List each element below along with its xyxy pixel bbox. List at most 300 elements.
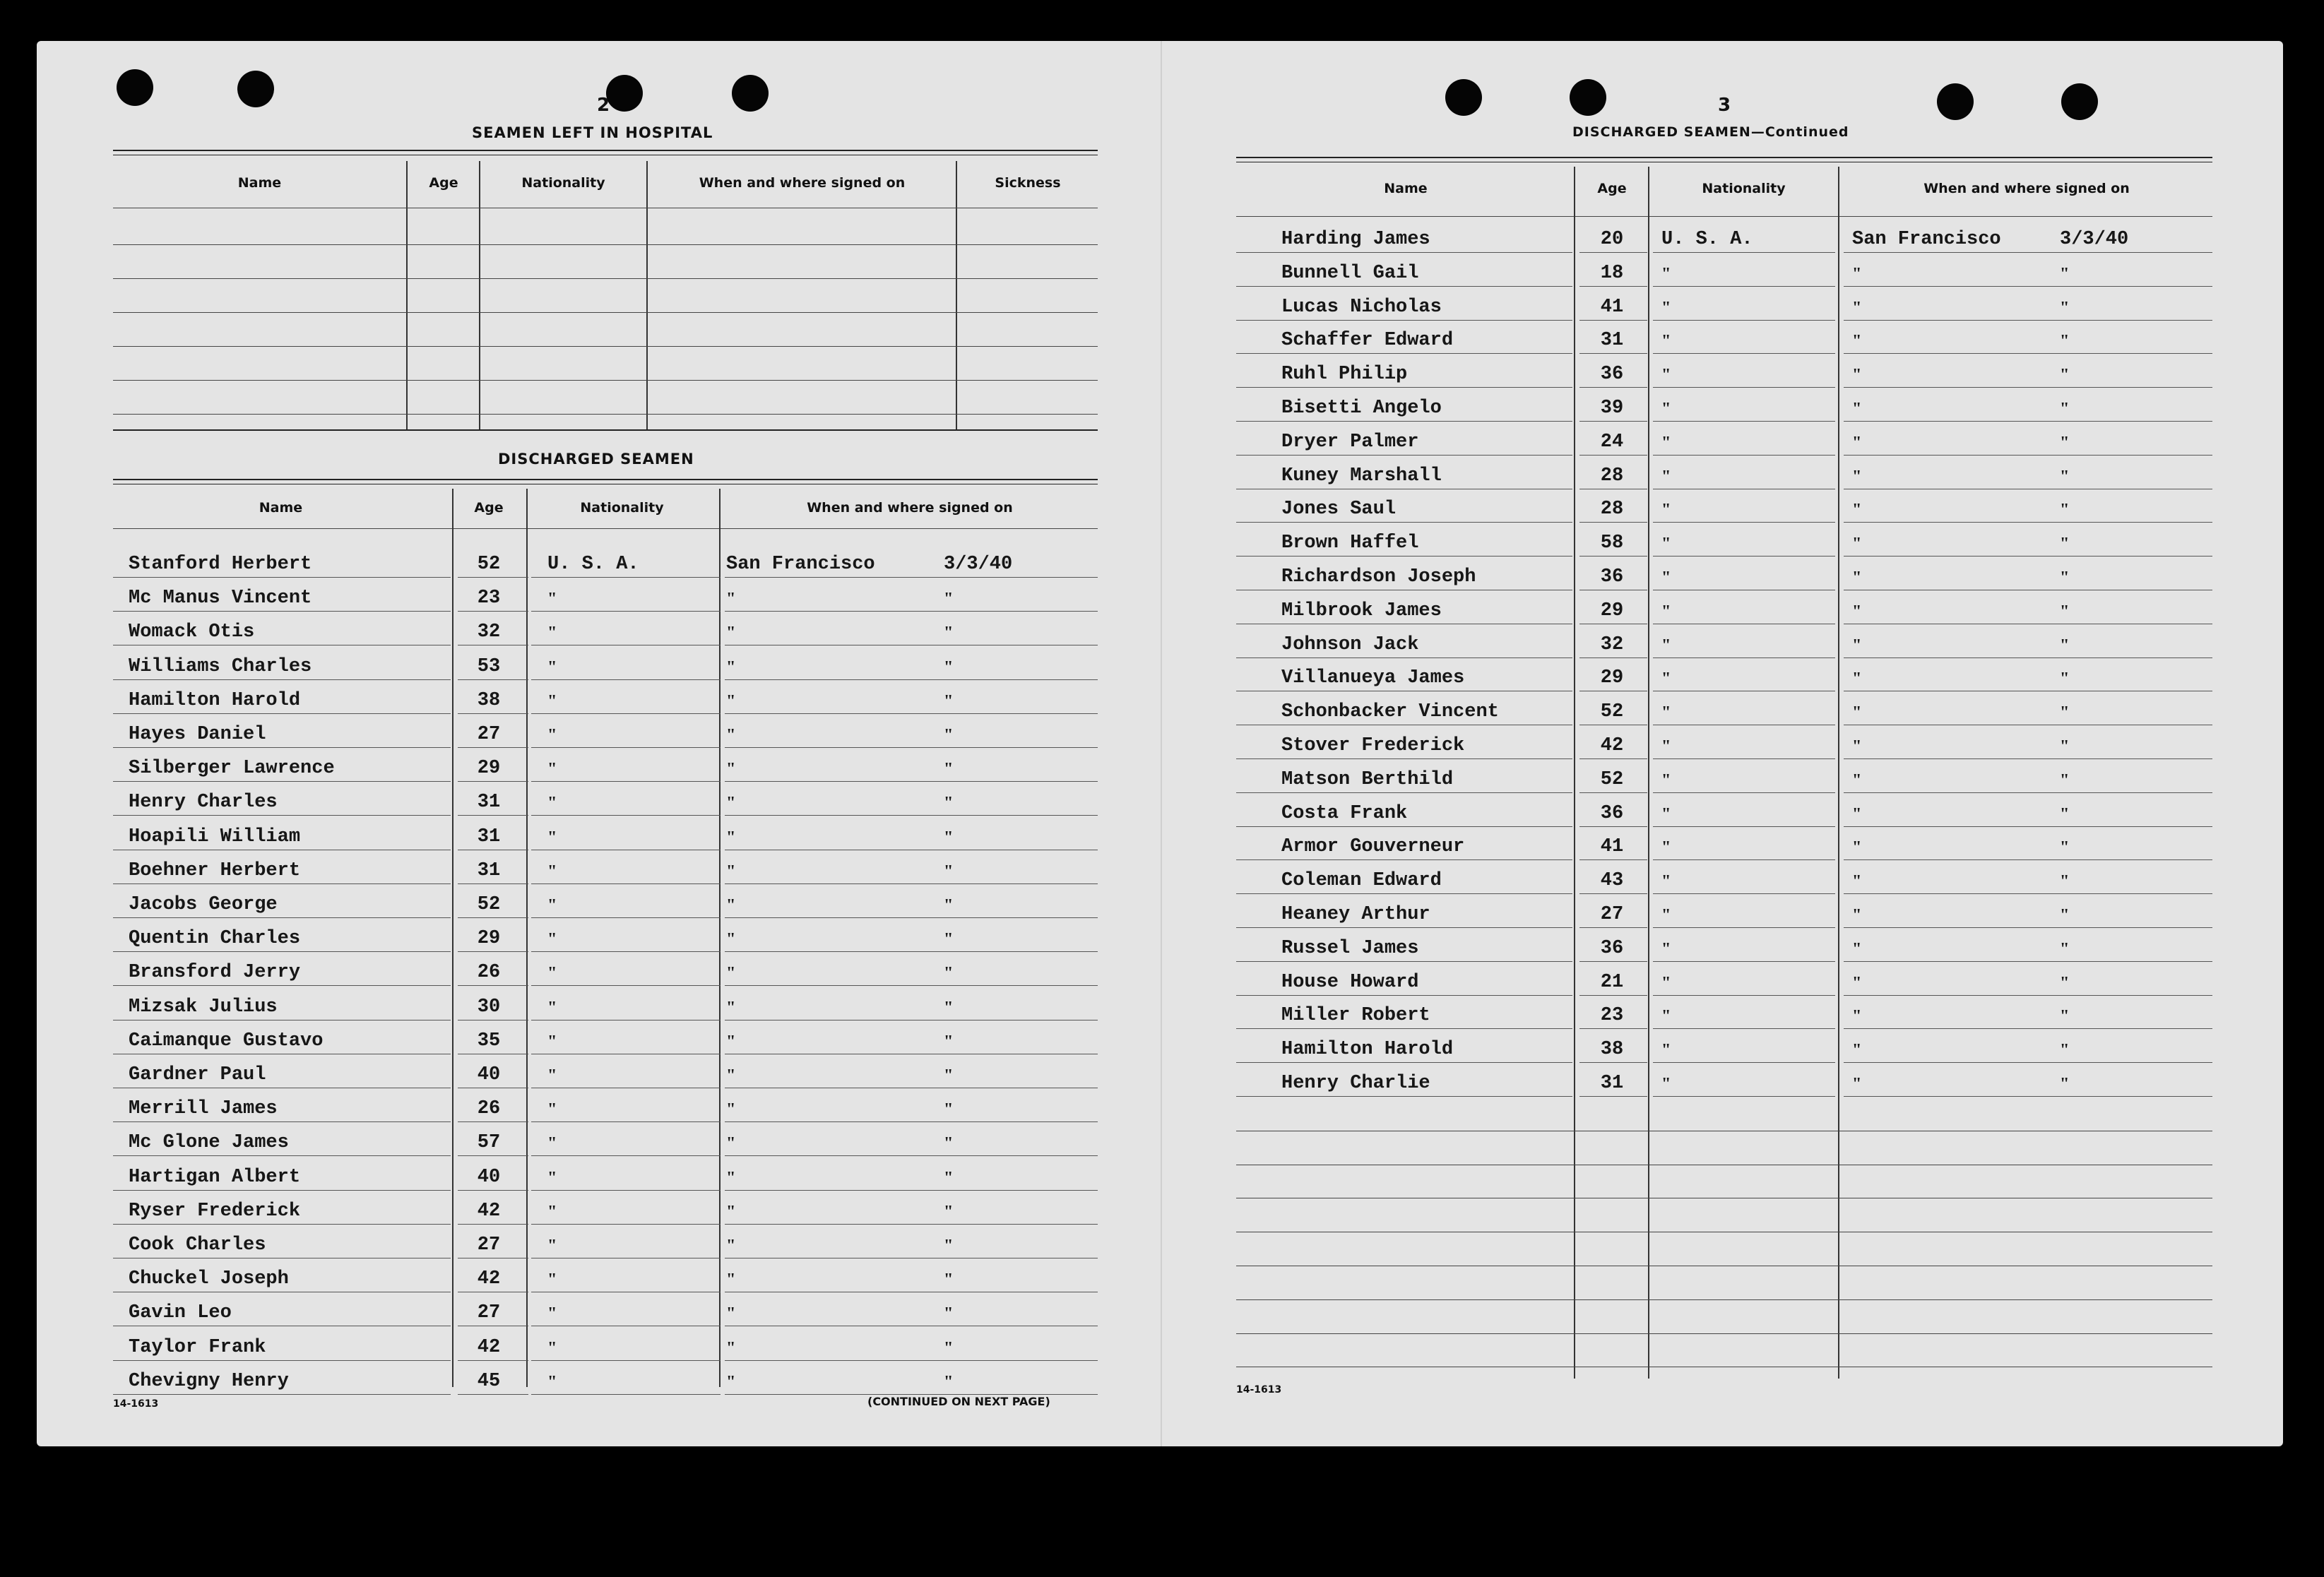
crew-name: Mizsak Julius <box>129 996 278 1018</box>
row-underline <box>458 747 528 748</box>
crew-age: 42 <box>1600 735 1624 756</box>
signed-on-place: San Francisco <box>1852 229 2001 250</box>
row-underline <box>1844 556 2212 557</box>
row-underline <box>531 1155 721 1156</box>
crew-age: 39 <box>1600 398 1624 419</box>
row-underline <box>1579 758 1647 759</box>
crew-nationality: " <box>1661 501 1671 520</box>
crew-name: Williams Charles <box>129 655 312 677</box>
crew-nationality: " <box>1661 264 1671 283</box>
signed-on-place: " <box>1852 973 1862 992</box>
crew-name: Bisetti Angelo <box>1281 398 1442 419</box>
signed-on-place: " <box>1852 433 1862 452</box>
crew-age: 26 <box>477 962 501 984</box>
crew-nationality: " <box>547 1202 557 1221</box>
signed-on-place: San Francisco <box>726 554 875 575</box>
crew-age: 41 <box>1600 836 1624 858</box>
row-underline <box>1579 1062 1647 1063</box>
row-underline <box>1653 792 1835 793</box>
signed-on-date: " <box>2060 906 2070 924</box>
crew-nationality: " <box>1661 400 1671 418</box>
signed-on-date: " <box>944 1032 954 1051</box>
row-underline <box>1236 1062 1572 1063</box>
table-row <box>1236 1064 2212 1097</box>
table-row <box>113 1362 1098 1395</box>
crew-age: 52 <box>1600 768 1624 790</box>
row-underline <box>725 917 1098 918</box>
crew-name: Brown Haffel <box>1281 532 1419 554</box>
signed-on-date: " <box>944 1100 954 1119</box>
signed-on-date: " <box>2060 332 2070 351</box>
row-underline <box>531 1360 721 1361</box>
row-underline <box>113 1155 451 1156</box>
crew-age: 31 <box>477 792 501 814</box>
row-underline <box>1236 927 1572 928</box>
signed-on-place: " <box>1852 501 1862 520</box>
table-row <box>113 988 1098 1020</box>
signed-on-place: " <box>1852 1075 1862 1093</box>
row-underline <box>1236 961 1572 962</box>
crew-age: 23 <box>477 588 501 609</box>
table-row <box>113 920 1098 952</box>
signed-on-date: " <box>2060 1075 2070 1093</box>
row-underline <box>1236 387 1572 388</box>
signed-on-place: " <box>726 862 736 881</box>
row-underline <box>1844 1096 2212 1097</box>
hospital-blank-row <box>113 346 1098 347</box>
crew-age: 23 <box>1600 1005 1624 1027</box>
table-row <box>113 682 1098 714</box>
punch-hole-icon <box>1445 79 1482 116</box>
crew-nationality: " <box>1661 602 1671 621</box>
row-underline <box>458 679 528 680</box>
crew-nationality: " <box>547 998 557 1017</box>
row-underline <box>725 679 1098 680</box>
table-row <box>113 579 1098 612</box>
table-row <box>113 749 1098 782</box>
crew-age: 27 <box>1600 904 1624 925</box>
signed-on-place: " <box>726 794 736 813</box>
signed-on-date: " <box>944 1168 954 1187</box>
signed-on-date: " <box>944 1202 954 1221</box>
signed-on-place: " <box>1852 569 1862 587</box>
crew-name: Jones Saul <box>1281 499 1397 520</box>
row-underline <box>458 1360 528 1361</box>
hospital-blank-row <box>113 278 1098 279</box>
crew-name: Dryer Palmer <box>1281 431 1419 453</box>
blank-row-line <box>1236 1333 2212 1334</box>
row-underline <box>113 747 451 748</box>
crew-age: 28 <box>1600 499 1624 520</box>
signed-on-date: " <box>944 726 954 744</box>
table-row <box>113 1090 1098 1122</box>
crew-age: 52 <box>1600 701 1624 723</box>
discharged-header-name: Name <box>259 500 303 516</box>
crew-nationality: " <box>547 930 557 949</box>
crew-age: 36 <box>1600 937 1624 959</box>
row-underline <box>458 985 528 986</box>
signed-on-place: " <box>726 998 736 1017</box>
crew-name: Stover Frederick <box>1281 735 1465 756</box>
crew-age: 38 <box>1600 1039 1624 1061</box>
crew-nationality: " <box>547 1237 557 1255</box>
row-underline <box>1844 961 2212 962</box>
hospital-col-divider <box>956 161 957 429</box>
signed-on-date: " <box>944 624 954 643</box>
row-underline <box>113 917 451 918</box>
signed-on-date: " <box>944 828 954 847</box>
row-underline <box>1579 792 1647 793</box>
row-underline <box>1844 826 2212 827</box>
crew-name: Stanford Herbert <box>129 554 312 575</box>
signed-on-place: " <box>1852 872 1862 891</box>
row-underline <box>458 1394 528 1395</box>
crew-name: Hoapili William <box>129 826 301 847</box>
crew-age: 42 <box>477 1336 501 1358</box>
row-underline <box>531 577 721 578</box>
crew-nationality: " <box>1661 973 1671 992</box>
hospital-header-nationality: Nationality <box>521 175 605 191</box>
crew-nationality: " <box>1661 1075 1671 1093</box>
row-underline <box>531 1394 721 1395</box>
signed-on-date: " <box>944 1134 954 1153</box>
row-underline <box>458 917 528 918</box>
signed-on-date: " <box>2060 703 2070 722</box>
row-underline <box>1579 657 1647 658</box>
row-underline <box>1844 792 2212 793</box>
row-underline <box>113 815 451 816</box>
row-underline <box>113 1121 451 1122</box>
row-underline <box>1653 893 1835 894</box>
table-row <box>1236 727 2212 759</box>
table-row <box>113 1192 1098 1225</box>
signed-on-place: " <box>1852 737 1862 756</box>
crew-nationality: " <box>547 1134 557 1153</box>
hospital-col-divider <box>479 161 480 429</box>
crew-nationality: " <box>547 1168 557 1187</box>
signed-on-place: " <box>726 726 736 744</box>
row-underline <box>113 985 451 986</box>
crew-nationality: " <box>1661 433 1671 452</box>
crew-nationality: " <box>547 657 557 677</box>
signed-on-place: " <box>726 1066 736 1085</box>
signed-on-date: " <box>944 1338 954 1357</box>
row-underline <box>113 1224 451 1225</box>
crew-age: 38 <box>477 689 501 711</box>
signed-on-place: " <box>726 1338 736 1357</box>
discharged-header-nationality: Nationality <box>580 500 664 516</box>
row-underline <box>458 951 528 952</box>
crew-nationality: " <box>1661 332 1671 351</box>
row-underline <box>1579 859 1647 860</box>
crew-age: 36 <box>1600 364 1624 386</box>
crew-age: 58 <box>1600 532 1624 554</box>
crew-age: 28 <box>1600 465 1624 487</box>
row-underline <box>725 1121 1098 1122</box>
hospital-top-rule <box>113 150 1098 151</box>
crew-age: 31 <box>477 859 501 881</box>
crew-name: Mc Manus Vincent <box>129 588 312 609</box>
crew-nationality: " <box>1661 939 1671 958</box>
crew-name: Miller Robert <box>1281 1005 1430 1027</box>
crew-nationality: " <box>1661 467 1671 486</box>
row-underline <box>1579 455 1647 456</box>
row-underline <box>1653 353 1835 354</box>
row-underline <box>1653 995 1835 996</box>
table-row <box>1236 254 2212 287</box>
signed-on-place: " <box>1852 670 1862 689</box>
punch-hole-icon <box>117 69 153 106</box>
signed-on-date: " <box>2060 501 2070 520</box>
signed-on-place: " <box>726 1032 736 1051</box>
crew-age: 40 <box>477 1064 501 1085</box>
crew-age: 31 <box>1600 1073 1624 1094</box>
table-row <box>113 613 1098 645</box>
crew-name: Schaffer Edward <box>1281 330 1454 352</box>
row-underline <box>1236 455 1572 456</box>
signed-on-place: " <box>1852 1041 1862 1060</box>
row-underline <box>1236 995 1572 996</box>
signed-on-date: " <box>2060 535 2070 554</box>
signed-on-place: " <box>1852 838 1862 857</box>
table-row <box>113 1022 1098 1054</box>
table-row <box>1236 828 2212 860</box>
crew-age: 43 <box>1600 870 1624 892</box>
hospital-col-divider <box>646 161 648 429</box>
crew-nationality: " <box>547 691 557 710</box>
table-row <box>1236 423 2212 456</box>
row-underline <box>458 815 528 816</box>
crew-name: Matson Berthild <box>1281 768 1454 790</box>
table-row <box>113 818 1098 850</box>
table-row <box>113 1294 1098 1326</box>
crew-nationality: " <box>547 794 557 813</box>
signed-on-place: " <box>726 1304 736 1323</box>
crew-name: Costa Frank <box>1281 802 1408 824</box>
crew-name: Hamilton Harold <box>129 689 301 711</box>
signed-on-date: " <box>944 1066 954 1085</box>
row-underline <box>1844 758 2212 759</box>
table-row <box>113 1260 1098 1292</box>
crew-nationality: U. S. A. <box>1661 229 1753 250</box>
signed-on-place: " <box>1852 400 1862 418</box>
table-row <box>1236 996 2212 1029</box>
signed-on-place: " <box>1852 264 1862 283</box>
row-underline <box>1236 1096 1572 1097</box>
table-row <box>1236 761 2212 793</box>
row-underline <box>1844 522 2212 523</box>
crew-age: 26 <box>477 1098 501 1120</box>
crew-name: Hartigan Albert <box>129 1166 301 1188</box>
row-underline <box>531 679 721 680</box>
row-underline <box>458 1224 528 1225</box>
signed-on-place: " <box>1852 366 1862 385</box>
row-underline <box>531 611 721 612</box>
crew-name: Russel James <box>1281 937 1419 959</box>
page-number-right: 3 <box>1718 95 1731 116</box>
row-underline <box>113 611 451 612</box>
row-underline <box>1653 927 1835 928</box>
table-row <box>1236 929 2212 962</box>
row-underline <box>1844 1028 2212 1029</box>
row-underline <box>1844 421 2212 422</box>
table-row <box>113 1226 1098 1258</box>
signed-on-date: " <box>2060 1007 2070 1026</box>
row-underline <box>725 985 1098 986</box>
table-row <box>113 648 1098 680</box>
row-underline <box>458 577 528 578</box>
row-underline <box>1844 927 2212 928</box>
row-underline <box>1236 286 1572 287</box>
crew-age: 29 <box>1600 600 1624 621</box>
row-underline <box>1653 859 1835 860</box>
hospital-section-title: SEAMEN LEFT IN HOSPITAL <box>472 124 713 141</box>
crew-name: Merrill James <box>129 1098 278 1120</box>
row-underline <box>1236 353 1572 354</box>
row-underline <box>1653 758 1835 759</box>
row-underline <box>1236 556 1572 557</box>
signed-on-place: " <box>726 828 736 847</box>
crew-name: Boehner Herbert <box>129 859 301 881</box>
row-underline <box>1579 286 1647 287</box>
table-row <box>113 715 1098 748</box>
crew-name: Schonbacker Vincent <box>1281 701 1499 723</box>
signed-on-date: 3/3/40 <box>944 554 1013 575</box>
signed-on-date: " <box>2060 973 2070 992</box>
crew-age: 27 <box>477 1302 501 1324</box>
row-underline <box>458 1121 528 1122</box>
table-row <box>1236 1030 2212 1063</box>
form-code-right: 14-1613 <box>1236 1384 1282 1396</box>
crew-age: 18 <box>1600 262 1624 284</box>
signed-on-place: " <box>726 624 736 643</box>
right-header-rule <box>1236 216 2212 217</box>
row-underline <box>1844 252 2212 253</box>
crew-name: Cook Charles <box>129 1234 266 1256</box>
row-underline <box>458 1155 528 1156</box>
row-underline <box>1653 455 1835 456</box>
row-underline <box>725 951 1098 952</box>
row-underline <box>1653 556 1835 557</box>
row-underline <box>1844 387 2212 388</box>
signed-on-date: " <box>944 657 954 677</box>
crew-name: Gavin Leo <box>129 1302 232 1324</box>
crew-nationality: " <box>547 590 557 609</box>
row-underline <box>531 781 721 782</box>
signed-on-place: " <box>1852 535 1862 554</box>
signed-on-place: " <box>726 1134 736 1153</box>
row-underline <box>1579 421 1647 422</box>
table-row <box>113 852 1098 884</box>
signed-on-date: " <box>2060 467 2070 486</box>
row-underline <box>113 951 451 952</box>
row-underline <box>458 781 528 782</box>
crew-age: 31 <box>477 826 501 847</box>
signed-on-place: " <box>726 1237 736 1255</box>
punch-hole-icon <box>732 75 769 112</box>
crew-name: Bunnell Gail <box>1281 262 1419 284</box>
discharged-top-rule <box>113 479 1098 480</box>
row-underline <box>531 713 721 714</box>
table-row <box>113 1124 1098 1156</box>
crew-name: Quentin Charles <box>129 928 301 950</box>
hospital-header-name: Name <box>237 175 282 191</box>
crew-age: 40 <box>477 1166 501 1188</box>
crew-age: 29 <box>1600 667 1624 689</box>
signed-on-place: " <box>1852 636 1862 655</box>
crew-nationality: " <box>1661 838 1671 857</box>
signed-on-place: " <box>726 964 736 983</box>
form-code-left: 14-1613 <box>113 1398 159 1410</box>
signed-on-date: " <box>2060 636 2070 655</box>
discharged-header-age: Age <box>474 500 504 516</box>
signed-on-date: " <box>944 760 954 779</box>
crew-name: Henry Charles <box>129 792 278 814</box>
signed-on-date: " <box>944 896 954 915</box>
crew-name: Johnson Jack <box>1281 633 1419 655</box>
crew-nationality: " <box>1661 770 1671 790</box>
crew-age: 30 <box>477 996 501 1018</box>
crew-name: Jacobs George <box>129 894 278 915</box>
row-underline <box>1579 893 1647 894</box>
crew-name: Caimanque Gustavo <box>129 1030 324 1052</box>
hospital-blank-row <box>113 244 1098 245</box>
signed-on-date: " <box>2060 569 2070 587</box>
table-row <box>1236 288 2212 321</box>
table-row <box>1236 457 2212 489</box>
hospital-header-signed-on: When and where signed on <box>699 175 906 191</box>
crew-nationality: " <box>547 1270 557 1290</box>
hospital-bottom-rule <box>113 429 1098 431</box>
crew-age: 57 <box>477 1132 501 1154</box>
row-underline <box>1236 421 1572 422</box>
row-underline <box>1844 286 2212 287</box>
punch-hole-icon <box>606 75 643 112</box>
crew-nationality: " <box>1661 636 1671 655</box>
crew-age: 53 <box>477 655 501 677</box>
signed-on-date: " <box>2060 366 2070 385</box>
crew-name: Coleman Edward <box>1281 870 1442 892</box>
page-number-left: 2 <box>597 95 610 116</box>
signed-on-place: " <box>1852 298 1862 317</box>
crew-age: 27 <box>477 1234 501 1256</box>
row-underline <box>531 951 721 952</box>
table-row <box>1236 795 2212 827</box>
row-underline <box>1653 1028 1835 1029</box>
row-underline <box>113 577 451 578</box>
signed-on-date: " <box>2060 264 2070 283</box>
table-row <box>1236 693 2212 725</box>
crew-name: Bransford Jerry <box>129 962 301 984</box>
signed-on-place: " <box>726 930 736 949</box>
row-underline <box>458 713 528 714</box>
row-underline <box>1579 387 1647 388</box>
hospital-blank-row <box>113 380 1098 381</box>
signed-on-place: " <box>1852 770 1862 790</box>
crew-name: Ryser Frederick <box>129 1200 301 1222</box>
signed-on-date: 3/3/40 <box>2060 229 2129 250</box>
right-header-age: Age <box>1597 181 1627 196</box>
crew-name: Chevigny Henry <box>129 1370 289 1392</box>
row-underline <box>531 1224 721 1225</box>
row-underline <box>725 577 1098 578</box>
row-underline <box>1653 522 1835 523</box>
signed-on-place: " <box>726 1202 736 1221</box>
crew-nationality: " <box>1661 670 1671 689</box>
punch-hole-icon <box>1937 83 1974 120</box>
crew-name: Silberger Lawrence <box>129 758 335 780</box>
right-header-name: Name <box>1384 181 1428 196</box>
